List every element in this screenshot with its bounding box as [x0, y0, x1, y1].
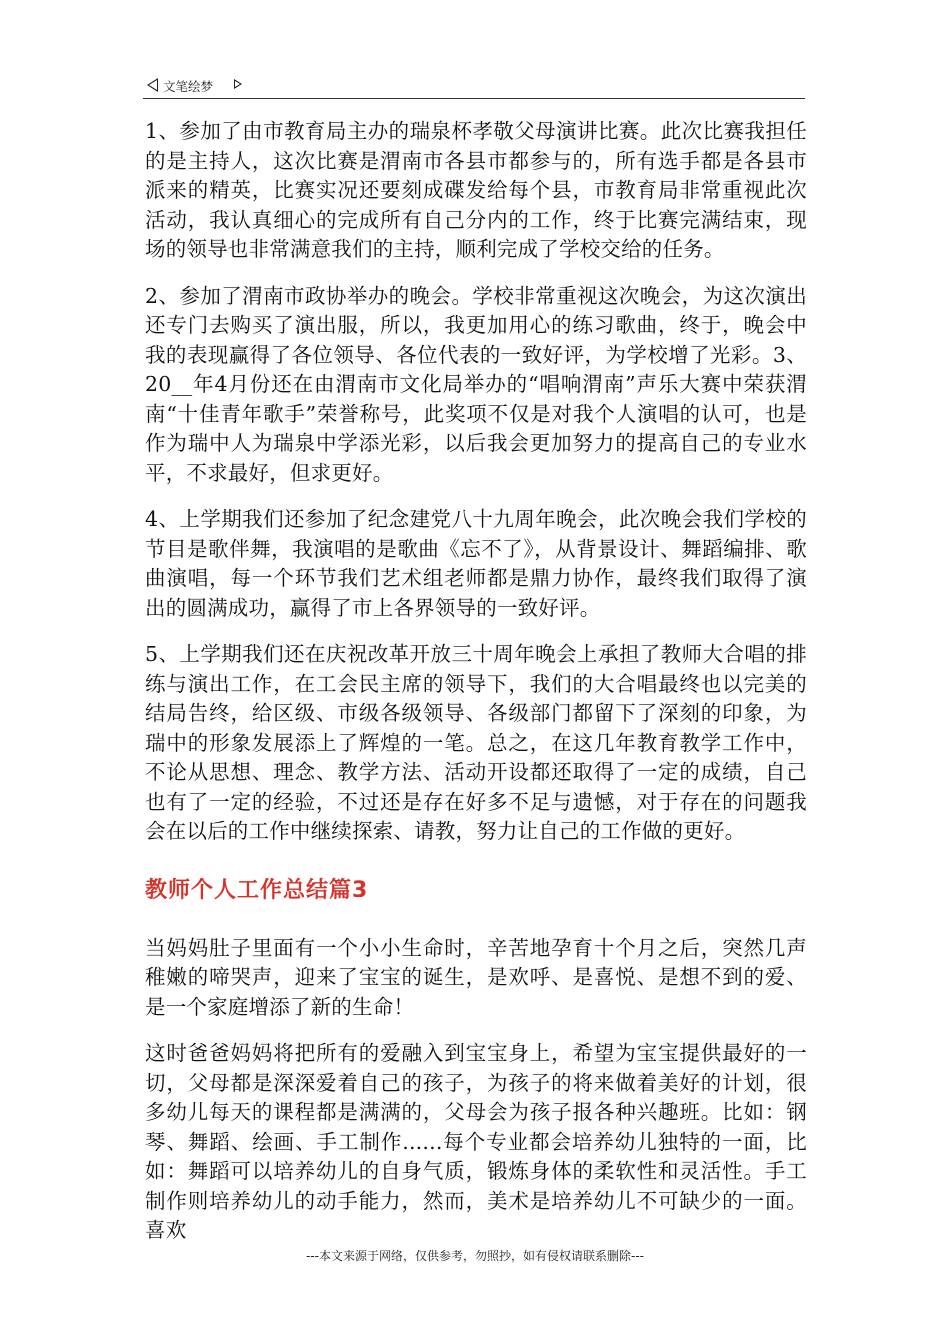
paragraph-2: 2、参加了渭南市政协举办的晚会。学校非常重视这次晚会，为这次演出还专门去购买了演出服，所以，我更加用心的练习歌曲，终于，晚会中我的表现赢得了各位领导、各位代表的一致好评，为学校增了光彩。3、20__年4月份还在由渭南市文化局举办的“唱响渭南”声乐大赛中荣获渭南“十佳青年歌手”荣誉称号，此奖项不仅是对我个人演唱的认可，也是作为瑞中人为瑞泉中学添光彩，以后我会更加努力的提高自己的专业水平，不求最好，但求更好。	[145, 283, 807, 485]
paragraph-6: 这时爸爸妈妈将把所有的爱融入到宝宝身上，希望为宝宝提供最好的一切，父母都是深深爱着自己的孩子，为孩子的将来做着美好的计划，很多幼儿每天的课程都是满满的，父母会为孩子报各种兴趣班。比如：钢琴、舞蹈、绘画、手工制作......每个专业都会培养幼儿独特的一面，比如：舞蹈可以培养幼儿的自身气质，锻炼身体的柔软性和灵活性。手工制作则培养幼儿的动手能力，然而，美术是培养幼儿不可缺少的一面。喜欢	[145, 1041, 807, 1242]
paragraph-1: 1、参加了由市教育局主办的瑞泉杯孝敬父母演讲比赛。此次比赛我担任的是主持人，这次比赛是渭南市各县市都参与的，所有选手都是各县市派来的精英，比赛实况还要刻成碟发给每个县，市教育局非常重视此次活动，我认真细心的完成所有自己分内的工作，终于比赛完满结束，现场的领导也非常满意我们的主持，顺利完成了学校交给的任务。	[145, 119, 807, 261]
page-footer: ---本文来源于网络，仅供参考，勿照抄，如有侵权请联系删除---	[306, 1249, 644, 1263]
document-body	[145, 117, 807, 1263]
triangle-left-outline-icon	[147, 78, 158, 92]
section-heading: 教师个人工作总结篇3	[145, 877, 369, 903]
paragraph-4: 5、上学期我们还在庆祝改革开放三十周年晚会上承担了教师大合唱的排练与演出工作，在工会民主席的领导下，我们的大合唱最终也以完美的结局告终，给区级、市级各级领导、各级部门都留下了深刻的印象，为瑞中的形象发展添上了辉煌的一笔。总之，在这几年教育教学工作中，不论从思想、理念、教学方法、活动开设都还取得了一定的成绩，自己也有了一定的经验，不过还是存在好多不足与遗憾，对于存在的问题我会在以后的工作中继续探索、请教，努力让自己的工作做的更好。	[145, 642, 807, 843]
triangle-right-outline-icon	[234, 79, 242, 89]
header-brand: 文笔绘梦	[163, 79, 214, 94]
paragraph-5: 当妈妈肚子里面有一个小小生命时，辛苦地孕育十个月之后，突然几声稚嫩的啼哭声，迎来了宝宝的诞生，是欢呼、是喜悦、是想不到的爱、是一个家庭增添了新的生命！	[145, 935, 807, 1019]
page-header	[143, 74, 805, 99]
paragraph-3: 4、上学期我们还参加了纪念建党八十九周年晚会，此次晚会我们学校的节目是歌伴舞，我演唱的是歌曲《忘不了》，从背景设计、舞蹈编排、歌曲演唱，每一个环节我们艺术组老师都是鼎力协作，最终我们取得了演出的圆满成功，赢得了市上各界领导的一致好评。	[145, 507, 807, 620]
